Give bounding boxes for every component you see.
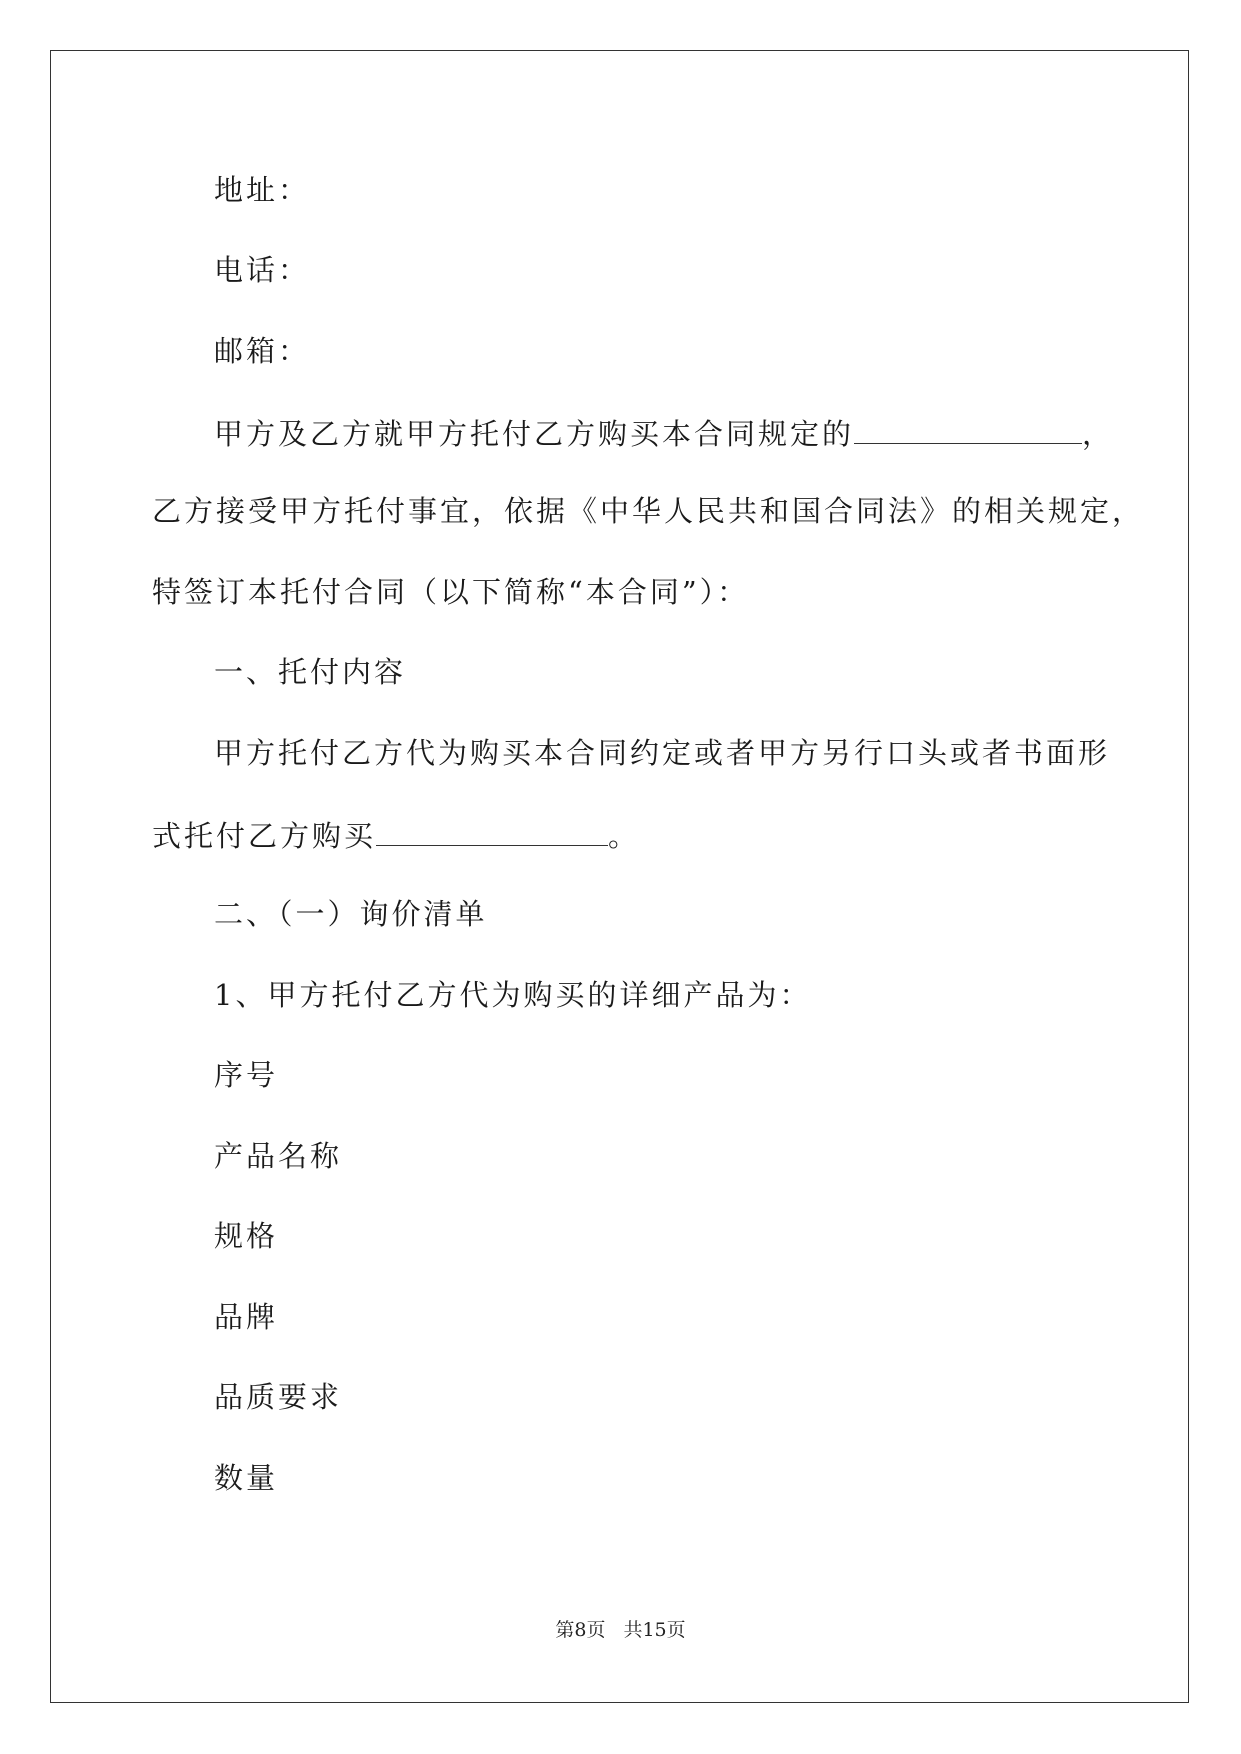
paragraph-2-line-1: 甲方托付乙方代为购买本合同约定或者甲方另行口头或者书面形 [214,736,1111,770]
page-border [50,50,1189,1703]
fill-blank-1 [854,417,1082,444]
paragraph-1-line-3: 特签订本托付合同（以下简称“本合同”）： [152,575,750,609]
phone-label: 电话： [214,253,311,287]
item-1: 1、甲方托付乙方代为购买的详细产品为： [214,978,812,1012]
column-product-name: 产品名称 [214,1139,343,1173]
email-label: 邮箱： [214,334,311,368]
paragraph-2-line-2 [152,819,640,851]
paragraph-2-line-2-text: 式托付乙方购买 [152,819,377,853]
paragraph-1-line-2: 乙方接受甲方托付事宜，依据《中华人民共和国合同法》的相关规定， [152,494,1145,528]
column-specification: 规格 [214,1219,279,1253]
fill-blank-2 [376,819,608,846]
page-number: 第8页 [555,1619,606,1641]
address-label: 地址： [214,173,311,207]
section-2-heading: 二、（一）询价清单 [214,897,488,931]
column-quantity: 数量 [214,1461,279,1495]
paragraph-1-line-1-text: 甲方及乙方就甲方托付乙方购买本合同规定的 [214,417,855,451]
page-footer [0,1621,1241,1640]
page-total: 共15页 [623,1619,686,1641]
paragraph-2-line-2-end: 。 [608,819,641,853]
paragraph-1-line-1 [214,417,1114,449]
paragraph-1-line-1-end: ， [1082,417,1115,451]
column-serial-number: 序号 [214,1058,279,1092]
section-1-heading: 一、托付内容 [214,655,407,689]
column-brand: 品牌 [214,1300,279,1334]
column-quality-requirement: 品质要求 [214,1380,343,1414]
